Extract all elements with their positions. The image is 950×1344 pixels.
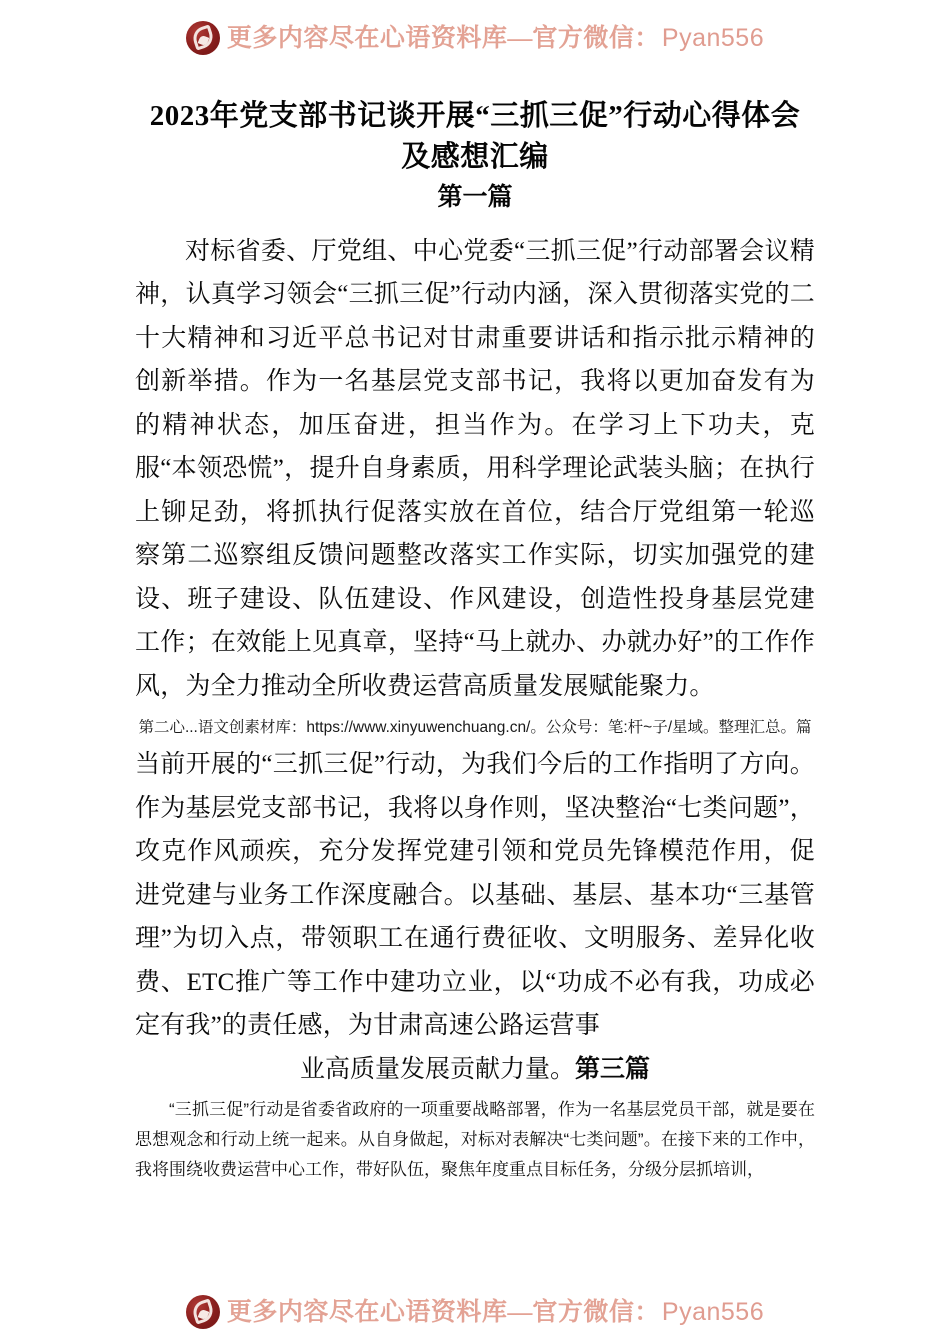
watermark-wechat-handle: Pyan556 [661, 1297, 765, 1326]
watermark-lead-text: 更多内容尽在心语资料库 [226, 24, 508, 52]
section-one-heading: 第一篇 [437, 184, 513, 212]
page-title: 2023年党支部书记谈开展“三抓三促”行动心得体会及感想汇编 [149, 100, 801, 174]
section-three-body [135, 1095, 815, 1185]
paragraph-text: 当前开展的“三抓三促”行动，为我们今后的工作指明了方向。作为基层党支部书记，我将以身作则，坚决整治“七类问题”，攻克作风顽疾，充分发挥党建引领和党员先锋模范作用，促进党建与业务工作深度融合。以基础、基层、基本功“三基管理”为切入点，带领职工在通行费征收、文明服务、差异化收费、ETC推广等工作中建功立业，以“功成不必有我，功成必定有我”的责任感，为甘肃高速公路运营事 [135, 751, 815, 1040]
watermark-lead-text: 更多内容尽在心语资料库 [226, 1298, 508, 1326]
section-two-body [135, 743, 815, 1048]
watermark-separator: — [507, 24, 533, 52]
brand-seal-icon [186, 1295, 220, 1329]
footer-watermark [0, 1288, 950, 1336]
section-one-body [135, 230, 815, 709]
watermark-separator: — [507, 1298, 533, 1326]
paragraph-text: 对标省委、厅党组、中心党委“三抓三促”行动部署会议精神，认真学习领会“三抓三促”行动内涵，深入贯彻落实党的二十大精神和习近平总书记对甘肃重要讲话和指示批示精神的创新举措。作为一名基层党支部书记，我将以更加奋发有为的精神状态，加压奋进，担当作为。在学习上下功夫，克服“本领恐慌”，提升自身素质，用科学理论武装头脑；在执行上铆足劲，将抓执行促落实放在首位，结合厅党组第一轮巡察第二巡察组反馈问题整改落实工作实际，切实加强党的建设、班子建设、队伍建设、作风建设，创造性投身基层党建工作；在效能上见真章，坚持“马上就办、办就办好”的工作作风，为全力推动全所收费运营高质量发展赋能聚力。 [135, 237, 815, 700]
section-three-heading: 第三篇 [575, 1055, 651, 1083]
brand-seal-icon [186, 21, 220, 55]
inline-watermark-line: 第二心...语文创素材库：https://www.xinyuwenchuang.cn/。公众号：笔:杆~子/星域。整理汇总。篇 [138, 719, 812, 737]
watermark-wechat-handle: Pyan556 [661, 23, 765, 52]
section-two-tail-text: 业高质量发展贡献力量。 [299, 1055, 575, 1083]
paragraph-text: “三抓三促”行动是省委省政府的一项重要战略部署，作为一名基层党员干部，就是要在思想观念和行动上统一起来。从自身做起，对标对表解决“七类问题”。在接下来的工作中，我将围绕收费运营中心工作，带好队伍，聚焦年度重点目标任务，分级分层抓培训， [135, 1100, 815, 1180]
section-two-tail-line [135, 1048, 815, 1092]
watermark-wechat-label: 官方微信： [532, 24, 660, 52]
document-content [0, 96, 950, 1185]
watermark-wechat-label: 官方微信： [532, 1298, 660, 1326]
header-watermark [0, 14, 950, 62]
